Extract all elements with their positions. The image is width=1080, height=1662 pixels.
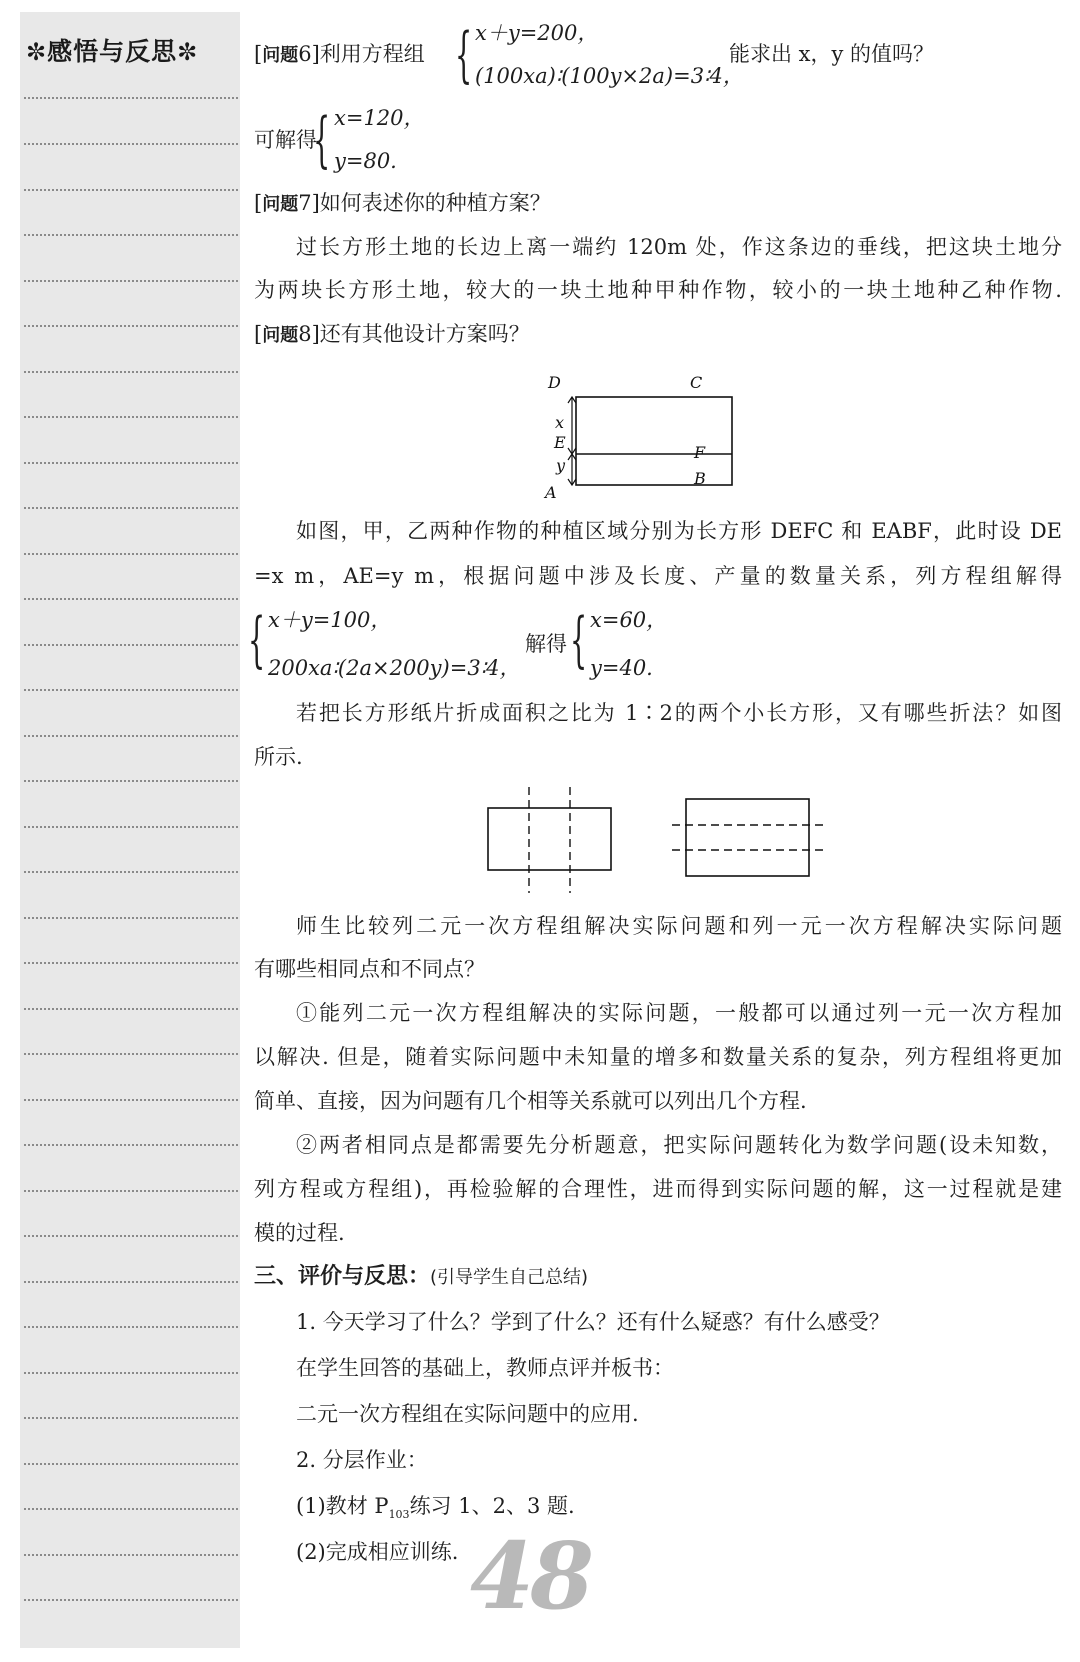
horizontal-fold-rectangle [686, 799, 809, 876]
note-line [24, 1053, 238, 1055]
page-subscript: 103 [388, 1508, 410, 1522]
label-b: B [694, 469, 706, 488]
equation-line: x＋y=200， [475, 21, 599, 45]
equation-line: y=80. [334, 149, 397, 173]
note-line [24, 780, 238, 782]
note-line [24, 553, 238, 555]
bracket: [ [254, 42, 263, 66]
brace-symbol: { [313, 105, 331, 175]
equation-line: 200xa∶(2a×200y)=3∶4， [268, 656, 521, 680]
paragraph-line: 模的过程. [254, 1221, 345, 1245]
note-line [24, 1008, 238, 1010]
solution-lead: 可解得 [254, 128, 317, 152]
question-label: 问题 [262, 325, 299, 346]
flower-icon: ✼ [26, 38, 48, 66]
note-line [24, 1417, 238, 1419]
note-line [24, 280, 238, 282]
question-number: 6] [298, 42, 320, 66]
note-line [24, 1508, 238, 1510]
note-line [24, 1190, 238, 1192]
note-line [24, 826, 238, 828]
question-number: 8] [298, 322, 320, 346]
paragraph-line: 师生比较列二元一次方程组解决实际问题和列一元一次方程解决实际问题 [296, 914, 1062, 938]
note-line [24, 1326, 238, 1328]
label-c: C [690, 376, 703, 392]
flower-icon: ✼ [177, 38, 199, 66]
sidebar-title-text: 感悟与反思 [47, 37, 178, 66]
question-text: 利用方程组 [319, 42, 425, 66]
note-line [24, 1281, 238, 1283]
paragraph-line: 在学生回答的基础上，教师点评并板书： [296, 1356, 674, 1380]
section-heading [254, 1264, 1062, 1290]
question-text: 如何表述你的种植方案？ [319, 191, 551, 215]
fold-diagrams [480, 785, 830, 900]
note-line [24, 325, 238, 327]
paragraph-line: 为两块长方形土地，较大的一块土地种甲种作物，较小的一块土地种乙种作物. [254, 278, 1062, 302]
equation-line: (100xa)∶(100y×2a)=3∶4， [475, 64, 744, 88]
paragraph-line: 以解决. 但是，随着实际问题中未知量的增多和数量关系的复杂，列方程组将更加 [254, 1045, 1062, 1069]
question-number: 7] [298, 191, 320, 215]
note-line [24, 1099, 238, 1101]
note-line [24, 143, 238, 145]
brace-symbol: { [570, 605, 588, 675]
bracket: [ [254, 191, 263, 215]
note-line [24, 416, 238, 418]
equation-line: y=40. [590, 656, 653, 680]
paragraph-line: ②两者相同点是都需要先分析题意，把实际问题转化为数学问题(设未知数， [296, 1133, 1062, 1157]
paragraph-line: =x m，AE=y m，根据问题中涉及长度、产量的数量关系，列方程组解得 [254, 564, 1062, 588]
note-line [24, 234, 238, 236]
question-7 [254, 191, 1062, 217]
note-line [24, 189, 238, 191]
note-line [24, 371, 238, 373]
question-label: 问题 [262, 194, 299, 215]
board-summary: 二元一次方程组在实际问题中的应用. [296, 1402, 639, 1426]
question-text: 还有其他设计方案吗？ [319, 322, 530, 346]
homework-text: (1)教材 P [296, 1494, 389, 1518]
brace-symbol: { [248, 605, 266, 675]
note-line [24, 735, 238, 737]
paragraph-line: 如图，甲，乙两种作物的种植区域分别为长方形 DEFC 和 EABF，此时设 DE [296, 519, 1062, 543]
equation-line: x=60， [590, 608, 668, 632]
equation-line: x=120， [334, 106, 425, 130]
label-x: x [555, 413, 565, 432]
bracket: [ [254, 322, 263, 346]
note-line [24, 1599, 238, 1601]
paragraph-line: 若把长方形纸片折成面积之比为 1∶2的两个小长方形，又有哪些折法？如图 [296, 701, 1062, 725]
note-line [24, 1554, 238, 1556]
page-number: 48 [470, 1522, 591, 1630]
field-diagram [540, 376, 740, 501]
label-e: E [554, 433, 566, 452]
note-line [24, 462, 238, 464]
vertical-fold-rectangle [488, 808, 611, 870]
label-d: D [548, 376, 561, 392]
section-title: 三、评价与反思： [254, 1264, 431, 1289]
question-text: 能求出 x，y 的值吗？ [729, 42, 935, 66]
note-line [24, 1372, 238, 1374]
question-label: 问题 [262, 45, 299, 66]
label-y: y [556, 456, 566, 475]
reflection-sidebar [20, 12, 240, 1648]
note-line [24, 1463, 238, 1465]
label-a: A [545, 483, 557, 501]
paragraph-line: 简单、直接，因为问题有几个相等关系就可以列出几个方程. [254, 1089, 807, 1113]
homework-item [254, 1494, 1062, 1527]
note-line [24, 917, 238, 919]
equation-line: x＋y=100， [268, 608, 392, 632]
sidebar-title [26, 32, 198, 68]
brace-symbol: { [455, 20, 473, 90]
label-f: F [694, 443, 706, 462]
section-note: (引导学生自己总结) [430, 1267, 589, 1288]
solution-lead: 解得 [525, 632, 567, 656]
list-item: 1. 今天学习了什么？学到了什么？还有什么疑惑？有什么感受？ [296, 1310, 890, 1334]
paragraph-line: ①能列二元一次方程组解决的实际问题，一般都可以通过列一元一次方程加 [296, 1001, 1062, 1025]
homework-text: 练习 1、2、3 题. [409, 1494, 575, 1518]
homework-item: (2)完成相应训练. [296, 1540, 459, 1564]
note-line [24, 644, 238, 646]
note-line [24, 598, 238, 600]
paragraph-line: 列方程或方程组)，再检验解的合理性，进而得到实际问题的解，这一过程就是建 [254, 1177, 1062, 1201]
question-8 [254, 322, 1062, 348]
note-line [24, 97, 238, 99]
note-line [24, 1144, 238, 1146]
note-line [24, 962, 238, 964]
list-item: 2. 分层作业： [296, 1448, 428, 1472]
paragraph-line: 过长方形土地的长边上离一端约 120m 处，作这条边的垂线，把这块土地分 [296, 235, 1062, 259]
paragraph-line: 有哪些相同点和不同点？ [254, 957, 485, 981]
note-line [24, 689, 238, 691]
note-line [24, 871, 238, 873]
field-rectangle [576, 397, 732, 485]
note-line [24, 507, 238, 509]
paragraph-line: 所示. [254, 745, 303, 769]
note-line [24, 1235, 238, 1237]
